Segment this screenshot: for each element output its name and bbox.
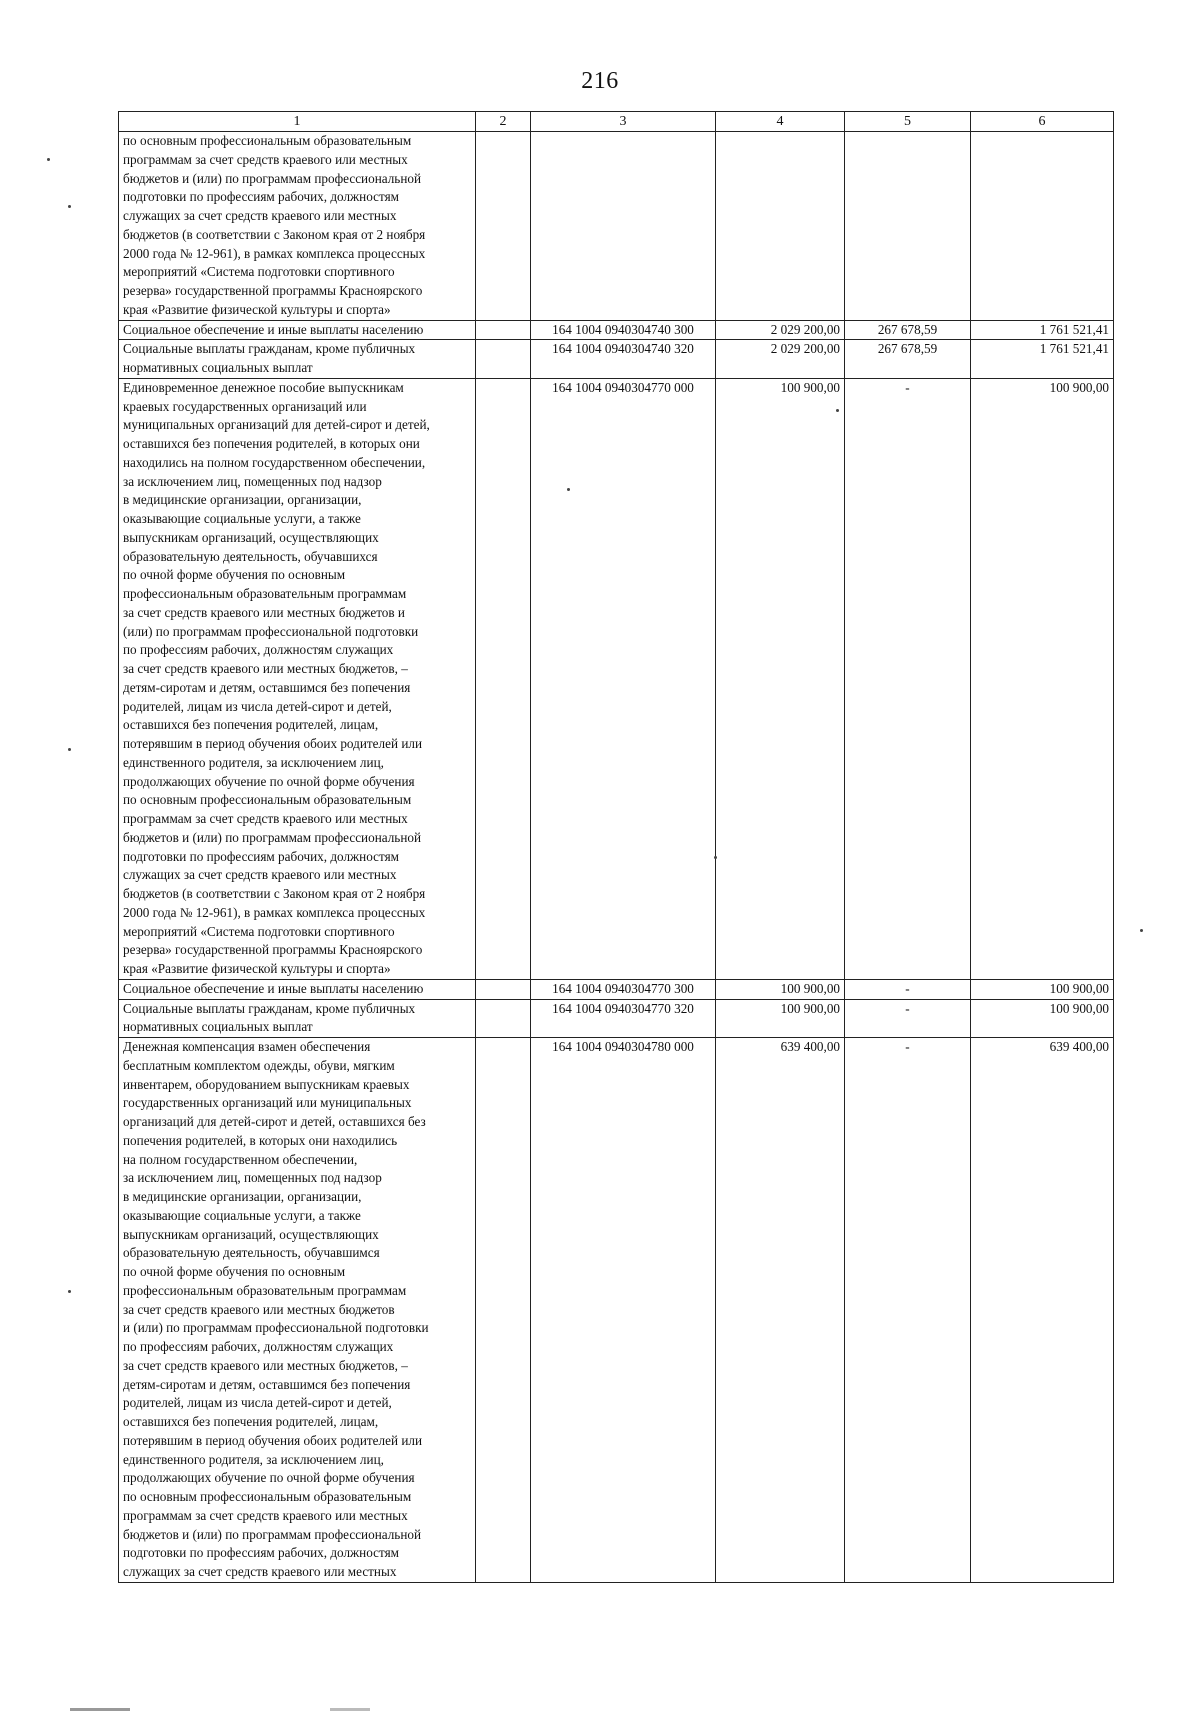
row-description: по основным профессиональным образовательным программам за счет средств краевого или местных бюджетов и (или) по программам профессиональной подготовки по профессиям рабочих, должностям служащих за счет средств краевого или местных бюджетов (в соответствии с Законом края от 2 ноября 2000 года № 12-961), в рамках комплекса процессных мероприятий «Система подготовки спортивного резерва» государственной программы Красноярского края «Развитие физической культуры и спорта» [119, 132, 476, 321]
column-header-2: 2 [476, 112, 531, 132]
row-amount-executed: - [845, 979, 971, 999]
row-amount-approved: 639 400,00 [716, 1038, 845, 1583]
row-amount-approved: 2 029 200,00 [716, 320, 845, 340]
row-amount-approved: 100 900,00 [716, 999, 845, 1038]
scan-speck [1140, 929, 1143, 932]
row-amount-executed: - [845, 999, 971, 1038]
column-header-1: 1 [119, 112, 476, 132]
row-amount-executed: 267 678,59 [845, 320, 971, 340]
row-col2 [476, 132, 531, 321]
scan-speck [47, 158, 50, 161]
row-amount-executed: 267 678,59 [845, 340, 971, 379]
row-description: Социальные выплаты гражданам, кроме публичных нормативных социальных выплат [119, 340, 476, 379]
row-amount-remaining: 100 900,00 [971, 378, 1114, 979]
row-col2 [476, 979, 531, 999]
row-amount-remaining: 1 761 521,41 [971, 340, 1114, 379]
table-row [119, 1038, 1114, 1583]
table-row [119, 999, 1114, 1038]
column-header-6: 6 [971, 112, 1114, 132]
row-col2 [476, 320, 531, 340]
row-amount-remaining: 100 900,00 [971, 999, 1114, 1038]
row-col2 [476, 1038, 531, 1583]
row-budget-code: 164 1004 0940304770 320 [531, 999, 716, 1038]
row-description: Единовременное денежное пособие выпускникам краевых государственных организаций или муниципальных организаций для детей-сирот и детей, оставшихся без попечения родителей, в которых они находились на полном государственном обеспечении, за исключением лиц, помещенных под надзор в медицинские организации, организации, оказывающие социальные услуги, а также выпускникам организаций, осуществляющих образовательную деятельность, обучавшихся по очной форме обучения по основным профессиональным образовательным программам за счет средств краевого или местных бюджетов и (или) по программам профессиональной подготовки по профессиям рабочих, должностям служащих за счет средств краевого или местных бюджетов, – детям-сиротам и детям, оставшимся без попечения родителей, лицам из числа детей-сирот и детей, оставшихся без попечения родителей, лицам, потерявшим в период обучения обоих родителей или единственного родителя, за исключением лиц, продолжающих обучение по очной форме обучения по основным профессиональным образовательным программам за счет средств краевого или местных бюджетов и (или) по программам профессиональной подготовки по профессиям рабочих, должностям служащих за счет средств краевого или местных бюджетов (в соответствии с Законом края от 2 ноября 2000 года № 12-961), в рамках комплекса процессных мероприятий «Система подготовки спортивного резерва» государственной программы Красноярского края «Развитие физической культуры и спорта» [119, 378, 476, 979]
table-row [119, 340, 1114, 379]
row-budget-code: 164 1004 0940304770 000 [531, 378, 716, 979]
row-amount-approved: 100 900,00 [716, 378, 845, 979]
row-amount-remaining: 100 900,00 [971, 979, 1114, 999]
row-budget-code: 164 1004 0940304770 300 [531, 979, 716, 999]
scan-speck [714, 856, 717, 859]
column-header-5: 5 [845, 112, 971, 132]
row-amount-approved: 100 900,00 [716, 979, 845, 999]
row-col2 [476, 999, 531, 1038]
column-header-4: 4 [716, 112, 845, 132]
page-number: 216 [581, 68, 619, 94]
scan-speck [68, 748, 71, 751]
scan-speck [68, 205, 71, 208]
row-description: Социальное обеспечение и иные выплаты населению [119, 320, 476, 340]
scan-edge-smudge [70, 1708, 130, 1711]
row-budget-code: 164 1004 0940304780 000 [531, 1038, 716, 1583]
table-row [119, 979, 1114, 999]
row-amount-remaining [971, 132, 1114, 321]
row-amount-approved: 2 029 200,00 [716, 340, 845, 379]
row-col2 [476, 340, 531, 379]
scan-edge-smudge [330, 1708, 370, 1711]
row-amount-executed: - [845, 1038, 971, 1583]
row-amount-approved [716, 132, 845, 321]
column-number-row [119, 112, 1114, 132]
table-row [119, 132, 1114, 321]
row-budget-code [531, 132, 716, 321]
scan-speck [68, 1290, 71, 1293]
row-amount-executed [845, 132, 971, 321]
row-amount-remaining: 639 400,00 [971, 1038, 1114, 1583]
column-header-3: 3 [531, 112, 716, 132]
row-description: Социальные выплаты гражданам, кроме публичных нормативных социальных выплат [119, 999, 476, 1038]
row-budget-code: 164 1004 0940304740 320 [531, 340, 716, 379]
row-budget-code: 164 1004 0940304740 300 [531, 320, 716, 340]
row-amount-remaining: 1 761 521,41 [971, 320, 1114, 340]
row-description: Социальное обеспечение и иные выплаты населению [119, 979, 476, 999]
row-description: Денежная компенсация взамен обеспечения бесплатным комплектом одежды, обуви, мягким инвентарем, оборудованием выпускникам краевых государственных организаций или муниципальных организаций для детей-сирот и детей, оставшихся без попечения родителей, в которых они находились на полном государственном обеспечении, за исключением лиц, помещенных под надзор в медицинские организации, организации, оказывающие социальные услуги, а также выпускникам организаций, осуществляющих образовательную деятельность, обучавшимся по очной форме обучения по основным профессиональным образовательным программам за счет средств краевого или местных бюджетов и (или) по программам профессиональной подготовки по профессиям рабочих, должностям служащих за счет средств краевого или местных бюджетов, – детям-сиротам и детям, оставшимся без попечения родителей, лицам из числа детей-сирот и детей, оставшихся без попечения родителей, лицам, потерявшим в период обучения обоих родителей или единственного родителя, за исключением лиц, продолжающих обучение по очной форме обучения по основным профессиональным образовательным программам за счет средств краевого или местных бюджетов и (или) по программам профессиональной подготовки по профессиям рабочих, должностям служащих за счет средств краевого или местных [119, 1038, 476, 1583]
row-amount-executed: - [845, 378, 971, 979]
row-col2 [476, 378, 531, 979]
budget-table [118, 111, 1114, 1583]
table-row [119, 378, 1114, 979]
table-row [119, 320, 1114, 340]
scan-speck [567, 488, 570, 491]
scan-speck [836, 409, 839, 412]
